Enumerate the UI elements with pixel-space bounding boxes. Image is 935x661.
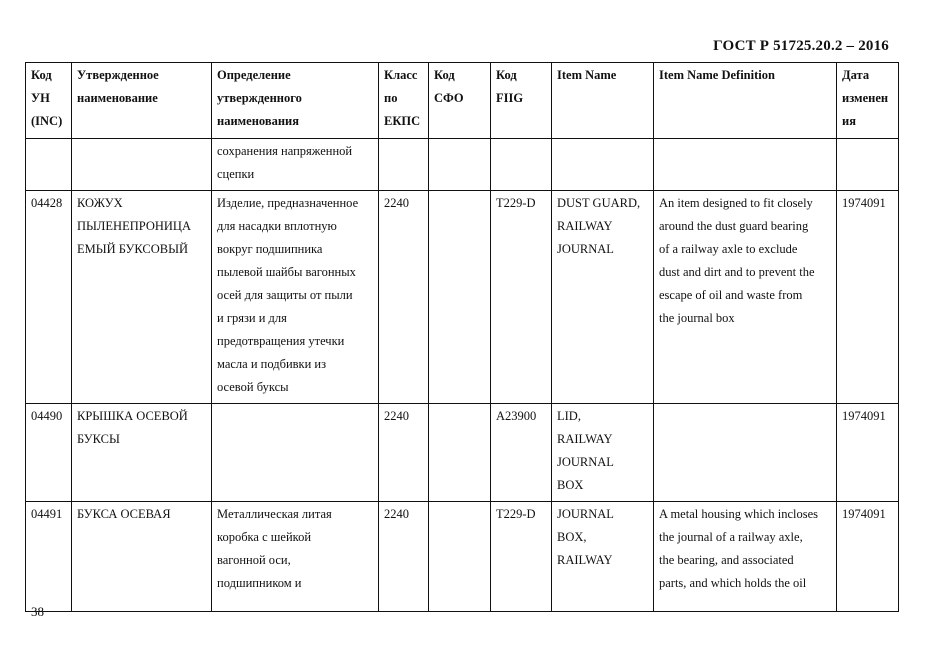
cell-text-line: JOURNAL [557,242,614,256]
cell-text-line: around the dust guard bearing [659,219,809,233]
column-header-line: ЕКПС [384,114,421,128]
change-date-cell [837,139,899,191]
item-name-definition-cell [654,139,837,191]
item-name-definition-cell [654,404,837,502]
cell-text-line: вагонной оси, [217,553,291,567]
cell-text-line: 04490 [31,409,63,423]
cell-text-line: JOURNAL [557,507,614,521]
cell-text-line: 2240 [384,409,409,423]
column-header-line: ия [842,114,856,128]
item-name-cell [552,404,654,502]
cell-text-line: An item designed to fit closely [659,196,813,210]
column-header-line: FIIG [496,91,524,105]
cell-text-line: RAILWAY [557,219,613,233]
column-header-inc [26,63,72,139]
approved-name-cell [72,502,212,612]
name-definition-cell [212,191,379,404]
table-row [26,502,899,612]
cell-text-line: осевой буксы [217,380,289,394]
fiig-code-cell [491,139,552,191]
cell-text-line: RAILWAY [557,432,613,446]
cell-text-line: осей для защиты от пыли [217,288,353,302]
cell-text-line: ПЫЛЕНЕПРОНИЦА [77,219,191,233]
column-header-line: Код [31,68,52,82]
column-header-line: Item Name Definition [659,68,775,82]
inc-code-cell [26,191,72,404]
cell-text-line: the journal box [659,311,735,325]
inc-code-cell [26,502,72,612]
cell-text-line: для насадки вплотную [217,219,337,233]
column-header-fiig-code [491,63,552,139]
column-header-line: наименования [217,114,300,128]
cell-text-line: BOX, [557,530,587,544]
cell-text-line: JOURNAL [557,455,614,469]
column-header-name-definition [212,63,379,139]
change-date-cell [837,502,899,612]
column-header-line: утвержденного [217,91,302,105]
cell-text-line: БУКСЫ [77,432,120,446]
name-definition-cell [212,404,379,502]
inc-code-cell [26,404,72,502]
column-header-line: Код [496,68,517,82]
column-header-line: Утвержденное [77,68,159,82]
column-header-line: Класс [384,68,418,82]
page-number: 38 [31,604,44,619]
table-header-row [26,63,899,139]
item-name-definition-cell [654,502,837,612]
cell-text-line: 1974091 [842,409,886,423]
sfo-code-cell [429,502,491,612]
sfo-code-cell [429,191,491,404]
column-header-line: по [384,91,398,105]
fiig-code-cell [491,502,552,612]
cell-text-line: 2240 [384,507,409,521]
class-ekps-cell [379,404,429,502]
cell-text-line: коробка с шейкой [217,530,312,544]
column-header-item-name-definition [654,63,837,139]
cell-text-line: the bearing, and associated [659,553,794,567]
cell-text-line: A23900 [496,409,537,423]
column-header-sfo-code [429,63,491,139]
name-definition-cell [212,139,379,191]
document-standard-number: ГОСТ Р 51725.20.2 – 2016 [713,38,889,54]
sfo-code-cell [429,139,491,191]
column-header-line: УН [31,91,50,105]
class-ekps-cell [379,502,429,612]
item-name-definition-cell [654,191,837,404]
cell-text-line: RAILWAY [557,553,613,567]
approved-name-cell [72,191,212,404]
item-name-cell [552,191,654,404]
cell-text-line: БУКСА ОСЕВАЯ [77,507,171,521]
cell-text-line: 2240 [384,196,409,210]
column-header-line: изменен [842,91,889,105]
sfo-code-cell [429,404,491,502]
cell-text-line: of a railway axle to exclude [659,242,798,256]
cell-text-line: DUST GUARD, [557,196,641,210]
cell-text-line: и грязи и для [217,311,287,325]
cell-text-line: масла и подбивки из [217,357,327,371]
column-header-line: Определение [217,68,291,82]
class-ekps-cell [379,191,429,404]
catalog-table [25,62,899,612]
cell-text-line: 04491 [31,507,63,521]
column-header-line: (INC) [31,114,63,128]
column-header-line: наименование [77,91,158,105]
cell-text-line: ЕМЫЙ БУКСОВЫЙ [77,242,189,256]
column-header-line: Item Name [557,68,617,82]
cell-text-line: Металлическая литая [217,507,332,521]
cell-text-line: LID, [557,409,581,423]
cell-text-line: Изделие, предназначенное [217,196,359,210]
cell-text-line: предотвращения утечки [217,334,345,348]
fiig-code-cell [491,191,552,404]
approved-name-cell [72,404,212,502]
cell-text-line: T229-D [496,196,536,210]
cell-text-line: parts, and which holds the oil [659,576,807,590]
cell-text-line: the journal of a railway axle, [659,530,803,544]
column-header-item-name [552,63,654,139]
table-row [26,139,899,191]
cell-text-line: пылевой шайбы вагонных [217,265,356,279]
column-header-approved-name [72,63,212,139]
item-name-cell [552,139,654,191]
cell-text-line: КОЖУХ [77,196,123,210]
change-date-cell [837,191,899,404]
approved-name-cell [72,139,212,191]
cell-text-line: КРЫШКА ОСЕВОЙ [77,409,188,423]
cell-text-line: T229-D [496,507,536,521]
cell-text-line: вокруг подшипника [217,242,323,256]
column-header-line: СФО [434,91,464,105]
column-header-class-ekps [379,63,429,139]
cell-text-line: подшипником и [217,576,302,590]
cell-text-line: сохранения напряженной [217,144,353,158]
inc-code-cell [26,139,72,191]
column-header-line: Код [434,68,455,82]
cell-text-line: сцепки [217,167,255,181]
cell-text-line: 04428 [31,196,63,210]
table-row [26,404,899,502]
fiig-code-cell [491,404,552,502]
cell-text-line: 1974091 [842,196,886,210]
column-header-line: Дата [842,68,870,82]
class-ekps-cell [379,139,429,191]
table-row [26,191,899,404]
change-date-cell [837,404,899,502]
name-definition-cell [212,502,379,612]
cell-text-line: escape of oil and waste from [659,288,803,302]
cell-text-line: dust and dirt and to prevent the [659,265,815,279]
cell-text-line: A metal housing which incloses [659,507,819,521]
cell-text-line: BOX [557,478,584,492]
column-header-change-date [837,63,899,139]
cell-text-line: 1974091 [842,507,886,521]
item-name-cell [552,502,654,612]
